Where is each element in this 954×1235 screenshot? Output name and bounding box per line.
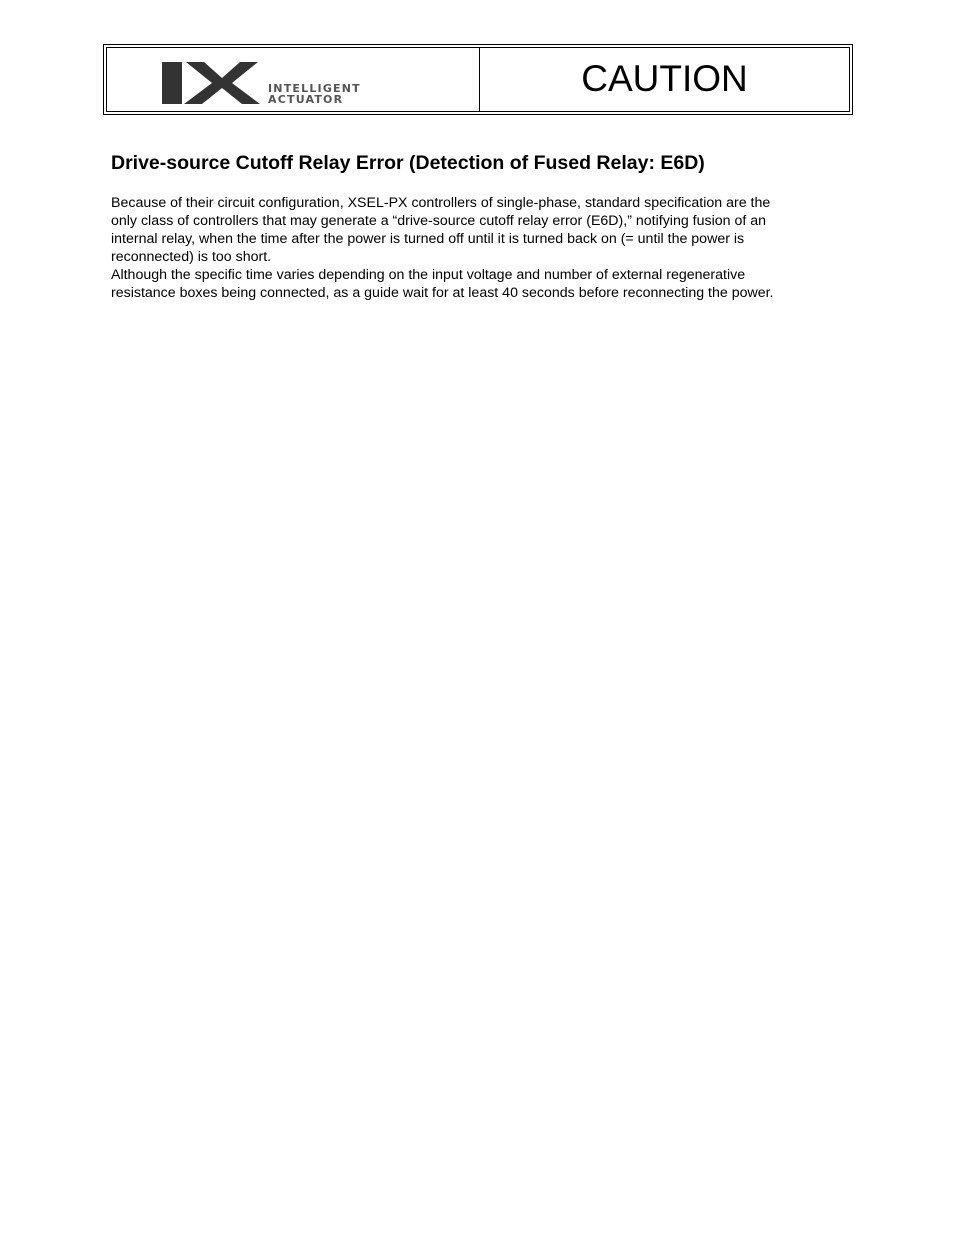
logo-line-intelligent: INTELLIGENT [268,82,361,95]
body-line: only class of controllers that may generate a “drive-source cutoff relay error (E6D),” notifying fusion of an [111,213,767,229]
caution-label: CAUTION [581,57,748,99]
ix-logo-icon [162,60,262,106]
caution-cell [480,48,849,111]
section-title: Drive-source Cutoff Relay Error (Detection of Fused Relay: E6D) [111,152,705,174]
header-table [106,47,850,112]
body-line: Because of their circuit configuration, XSEL-PX controllers of single-phase, standard specification are the [111,195,771,211]
logo-line-actuator: ACTUATOR [268,93,344,106]
body-text [111,194,851,302]
body-line: Although the specific time varies depending on the input voltage and number of external regenerative [111,267,746,283]
logo-wordmark [268,83,361,105]
body-line: reconnected) is too short. [111,249,272,265]
document-header [103,44,853,115]
logo-cell [107,48,480,111]
body-line: internal relay, when the time after the power is turned off until it is turned back on (= until the power is [111,231,745,247]
body-line: resistance boxes being connected, as a guide wait for at least 40 seconds before reconnecting the power. [111,285,774,301]
